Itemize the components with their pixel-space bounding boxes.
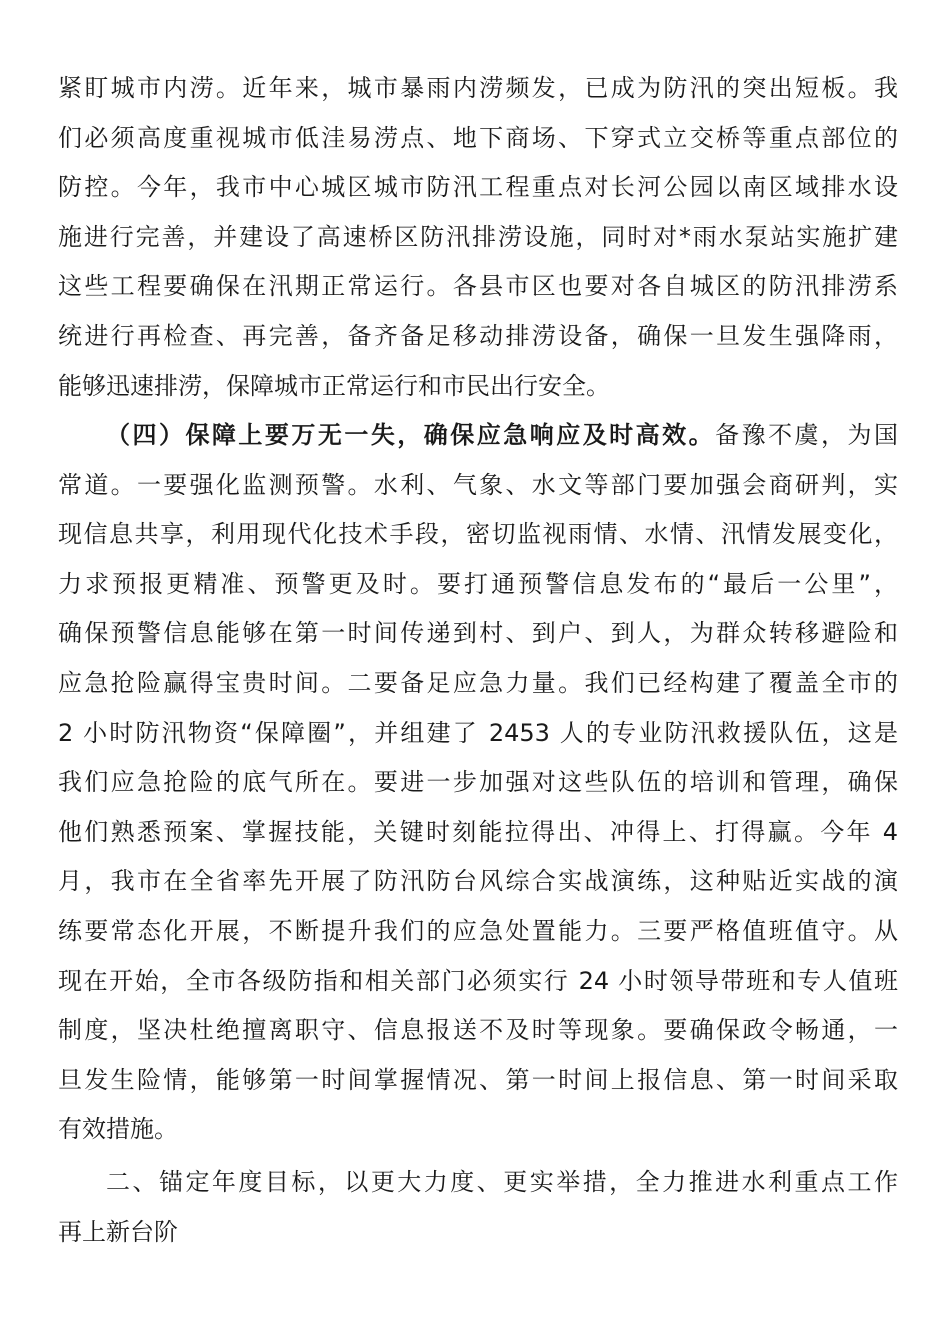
text-line: 应急抢险赢得宝贵时间。二要备足应急力量。我们已经构建了覆盖全市的	[58, 668, 898, 697]
text-line: 紧盯城市内涝。近年来，城市暴雨内涝频发，已成为防汛的突出短板。我	[58, 74, 898, 102]
paragraph-urban-waterlogging	[58, 64, 898, 411]
text-line: 统进行再检查、再完善，备齐备足移动排涝设备，确保一旦发生强降雨，	[58, 321, 898, 350]
section-title-annual-goals	[58, 1158, 898, 1257]
text-line: 二、锚定年度目标，以更大力度、更实举措，全力推进水利重点工作	[106, 1168, 898, 1196]
text-line: 们必须高度重视城市低洼易涝点、地下商场、下穿式立交桥等重点部位的	[58, 123, 898, 152]
text-line: 现信息共享，利用现代化技术手段，密切监视雨情、水情、汛情发展变化，	[58, 520, 898, 549]
text-line: 我们应急抢险的底气所在。要进一步加强对这些队伍的培训和管理，确保	[58, 768, 898, 797]
text-line: 施进行完善，并建设了高速桥区防汛排涝设施，同时对*雨水泵站实施扩建	[58, 222, 898, 251]
text-line: 这些工程要确保在汛期正常运行。各县市区也要对各自城区的防汛排涝系	[58, 272, 898, 301]
text-line: 有效措施。	[58, 1115, 178, 1144]
text-line: 确保预警信息能够在第一时间传递到村、到户、到人，为群众转移避险和	[58, 619, 898, 648]
text-line: 能够迅速排涝，保障城市正常运行和市民出行安全。	[58, 371, 610, 400]
section-heading: （四）保障上要万无一失，确保应急响应及时高效。	[106, 421, 716, 449]
text-line: 他们熟悉预案、掌握技能，关键时刻能拉得出、冲得上、打得赢。今年 4	[58, 817, 898, 846]
text-line	[58, 411, 898, 461]
text-line: 旦发生险情，能够第一时间掌握情况、第一时间上报信息、第一时间采取	[58, 1065, 898, 1094]
text-line: 防控。今年，我市中心城区城市防汛工程重点对长河公园以南区域排水设	[58, 173, 898, 202]
text-line: 再上新台阶	[58, 1217, 178, 1246]
text-line: 2 小时防汛物资“保障圈”，并组建了 2453 人的专业防汛救援队伍，这是	[58, 718, 898, 747]
text-line: 月，我市在全省率先开展了防汛防台风综合实战演练，这种贴近实战的演	[58, 867, 898, 896]
text-line: 现在开始，全市各级防指和相关部门必须实行 24 小时领导带班和专人值班	[58, 966, 898, 995]
text-line: 常道。一要强化监测预警。水利、气象、水文等部门要加强会商研判，实	[58, 470, 898, 499]
text-line: 练要常态化开展，不断提升我们的应急处置能力。三要严格值班值守。从	[58, 916, 898, 945]
text-line: 制度，坚决杜绝擅离职守、信息报送不及时等现象。要确保政令畅通，一	[58, 1016, 898, 1045]
text-line: 力求预报更精准、预警更及时。要打通预警信息发布的“最后一公里”，	[58, 569, 898, 598]
heading-line-rest: 备豫不虞，为国	[715, 421, 899, 449]
paragraph-emergency-response	[58, 411, 898, 1155]
